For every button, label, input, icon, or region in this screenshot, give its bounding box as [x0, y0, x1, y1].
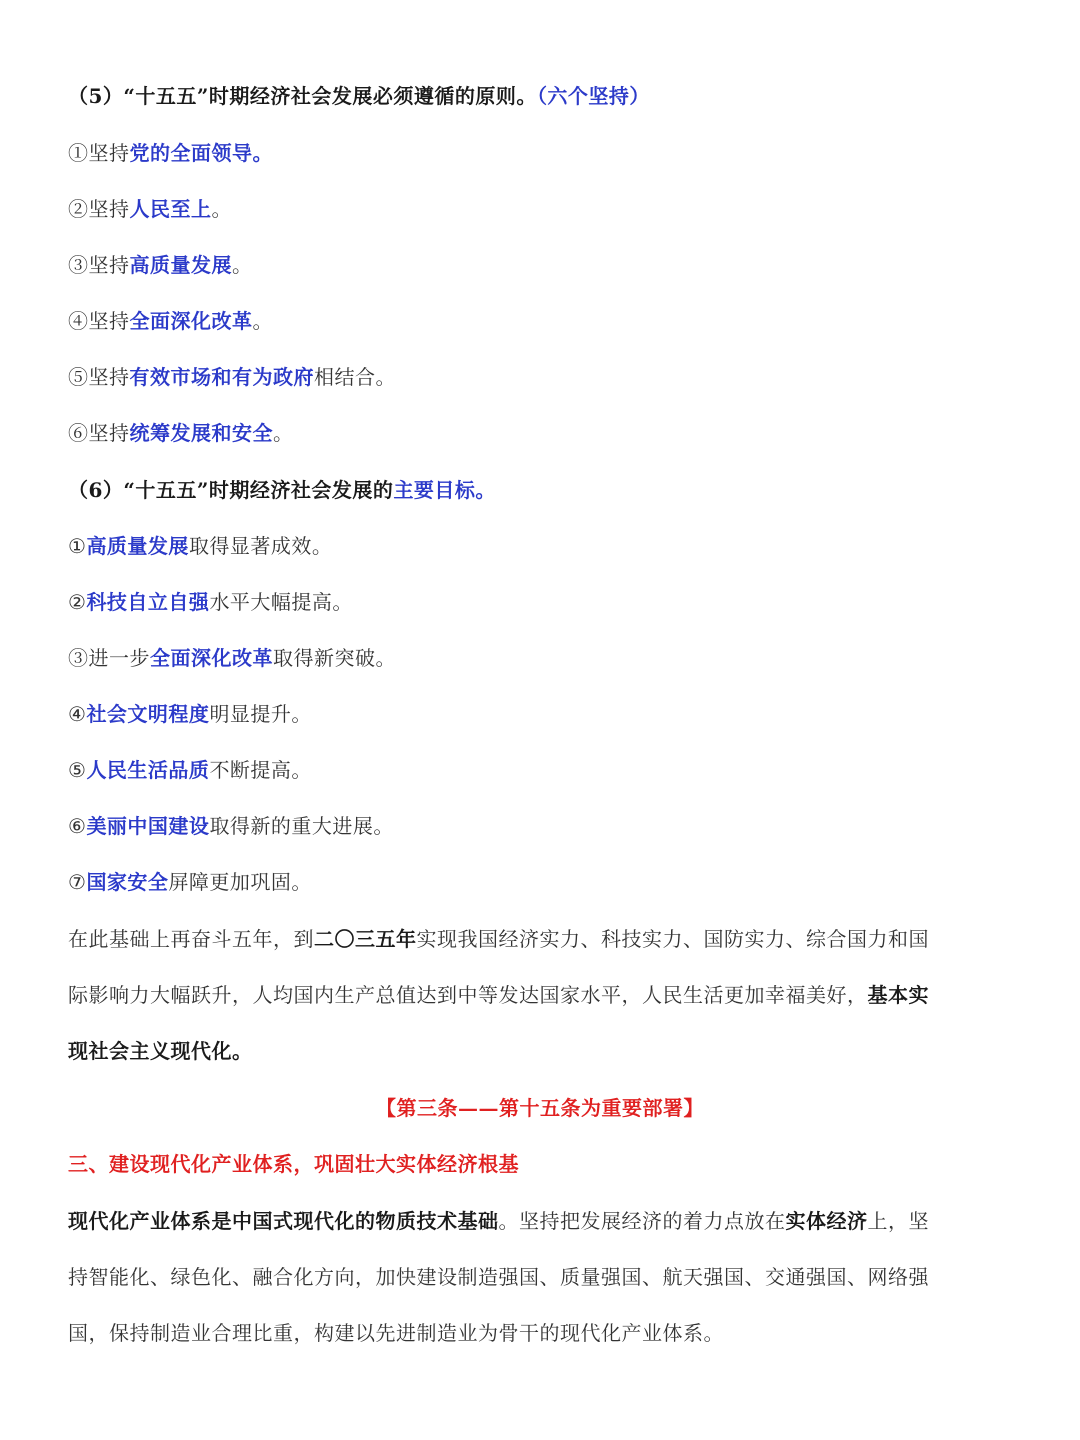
section-6-title-keyword: 主要目标。: [393, 478, 496, 502]
item-suffix: 明显提升。: [209, 702, 312, 726]
section-3-heading: 三、建设现代化产业体系，巩固壮大实体经济根基: [68, 1152, 519, 1176]
text: 。坚持把发展经济的着力点放在: [498, 1209, 786, 1233]
item-suffix: 相结合。: [314, 365, 396, 389]
section-6-heading: [68, 476, 1008, 504]
item-keyword: 科技自立自强: [86, 590, 210, 614]
item-suffix: 不断提高。: [209, 758, 312, 782]
industry-paragraph-line-1: [68, 1207, 1008, 1235]
text: 上，坚: [867, 1209, 929, 1233]
item-prefix: ⑤: [68, 758, 87, 782]
section-5-heading: [68, 82, 1008, 110]
bold-text: 现社会主义现代化。: [68, 1039, 253, 1063]
item-keyword: 全面深化改革: [129, 309, 253, 333]
item-keyword: 全面深化改革: [150, 646, 273, 670]
goal-item: [68, 756, 1008, 784]
principle-item: [68, 139, 1008, 167]
item-keyword: 统筹发展和安全: [129, 421, 273, 445]
section-banner: 【第三条——第十五条为重要部署】: [376, 1096, 704, 1120]
item-suffix: 取得新的重大进展。: [209, 814, 394, 838]
goal-item: [68, 532, 1008, 560]
goal-item: [68, 812, 1008, 840]
goal-item: [68, 588, 1008, 616]
principle-item: [68, 251, 1008, 279]
section-5-title-keyword: （六个坚持）: [536, 84, 650, 108]
item-prefix: ③进一步: [68, 646, 150, 670]
item-suffix: 。: [211, 197, 232, 221]
goal-item: [68, 868, 1008, 896]
principle-item: [68, 419, 1008, 447]
principle-item: [68, 307, 1008, 335]
item-prefix: ①: [68, 534, 87, 558]
item-prefix: ⑥坚持: [68, 421, 130, 445]
bold-text: 基本实: [867, 983, 929, 1007]
text: 在此基础上再奋斗五年，到: [68, 927, 314, 951]
industry-paragraph-line-2: 持智能化、绿色化、融合化方向，加快建设制造强国、质量强国、航天强国、交通强国、网络强: [68, 1265, 929, 1289]
item-suffix: 。: [252, 309, 273, 333]
item-keyword: 美丽中国建设: [86, 814, 210, 838]
vision-paragraph-line-2: [68, 981, 1008, 1009]
item-suffix: 屏障更加巩固。: [168, 870, 312, 894]
bold-text: 现代化产业体系是中国式现代化的物质技术基础: [68, 1209, 499, 1233]
item-suffix: 取得显著成效。: [188, 534, 333, 558]
item-prefix: ③坚持: [68, 253, 130, 277]
item-keyword: 高质量发展: [129, 253, 232, 277]
item-keyword: 人民生活品质: [86, 758, 210, 782]
item-prefix: ⑥: [68, 814, 87, 838]
item-suffix: 取得新突破。: [273, 646, 396, 670]
item-keyword: 党的全面领导。: [129, 141, 273, 165]
vision-paragraph-line-1: [68, 925, 1008, 953]
item-keyword: 人民至上: [129, 197, 212, 221]
item-prefix: ⑤坚持: [68, 365, 130, 389]
item-prefix: ④坚持: [68, 309, 130, 333]
item-keyword: 国家安全: [86, 870, 169, 894]
principle-item: [68, 363, 1008, 391]
item-keyword: 有效市场和有为政府: [129, 365, 314, 389]
text: 实现我国经济实力、科技实力、国防实力、综合国力和国: [416, 927, 929, 951]
item-keyword: 社会文明程度: [86, 702, 210, 726]
item-prefix: ②: [68, 590, 87, 614]
goal-item: [68, 644, 1008, 672]
goal-item: [68, 700, 1008, 728]
text: 际影响力大幅跃升，人均国内生产总值达到中等发达国家水平，人民生活更加幸福美好，: [68, 983, 868, 1007]
item-prefix: ①坚持: [68, 141, 130, 165]
bold-text: 实体经济: [785, 1209, 868, 1233]
industry-paragraph-line-3: 国，保持制造业合理比重，构建以先进制造业为骨干的现代化产业体系。: [68, 1321, 724, 1345]
section-6-title: （6）“十五五”时期经济社会发展的: [68, 478, 394, 502]
year-highlight: 二〇三五年: [314, 927, 417, 951]
item-suffix: 。: [232, 253, 253, 277]
item-prefix: ④: [68, 702, 87, 726]
section-5-title: （5）“十五五”时期经济社会发展必须遵循的原则。: [68, 84, 537, 108]
item-suffix: 。: [273, 421, 294, 445]
item-prefix: ⑦: [68, 870, 87, 894]
item-keyword: 高质量发展: [86, 534, 189, 558]
item-prefix: ②坚持: [68, 197, 130, 221]
vision-paragraph-line-3: [68, 1037, 1008, 1065]
principle-item: [68, 195, 1008, 223]
item-suffix: 水平大幅提高。: [209, 590, 353, 614]
